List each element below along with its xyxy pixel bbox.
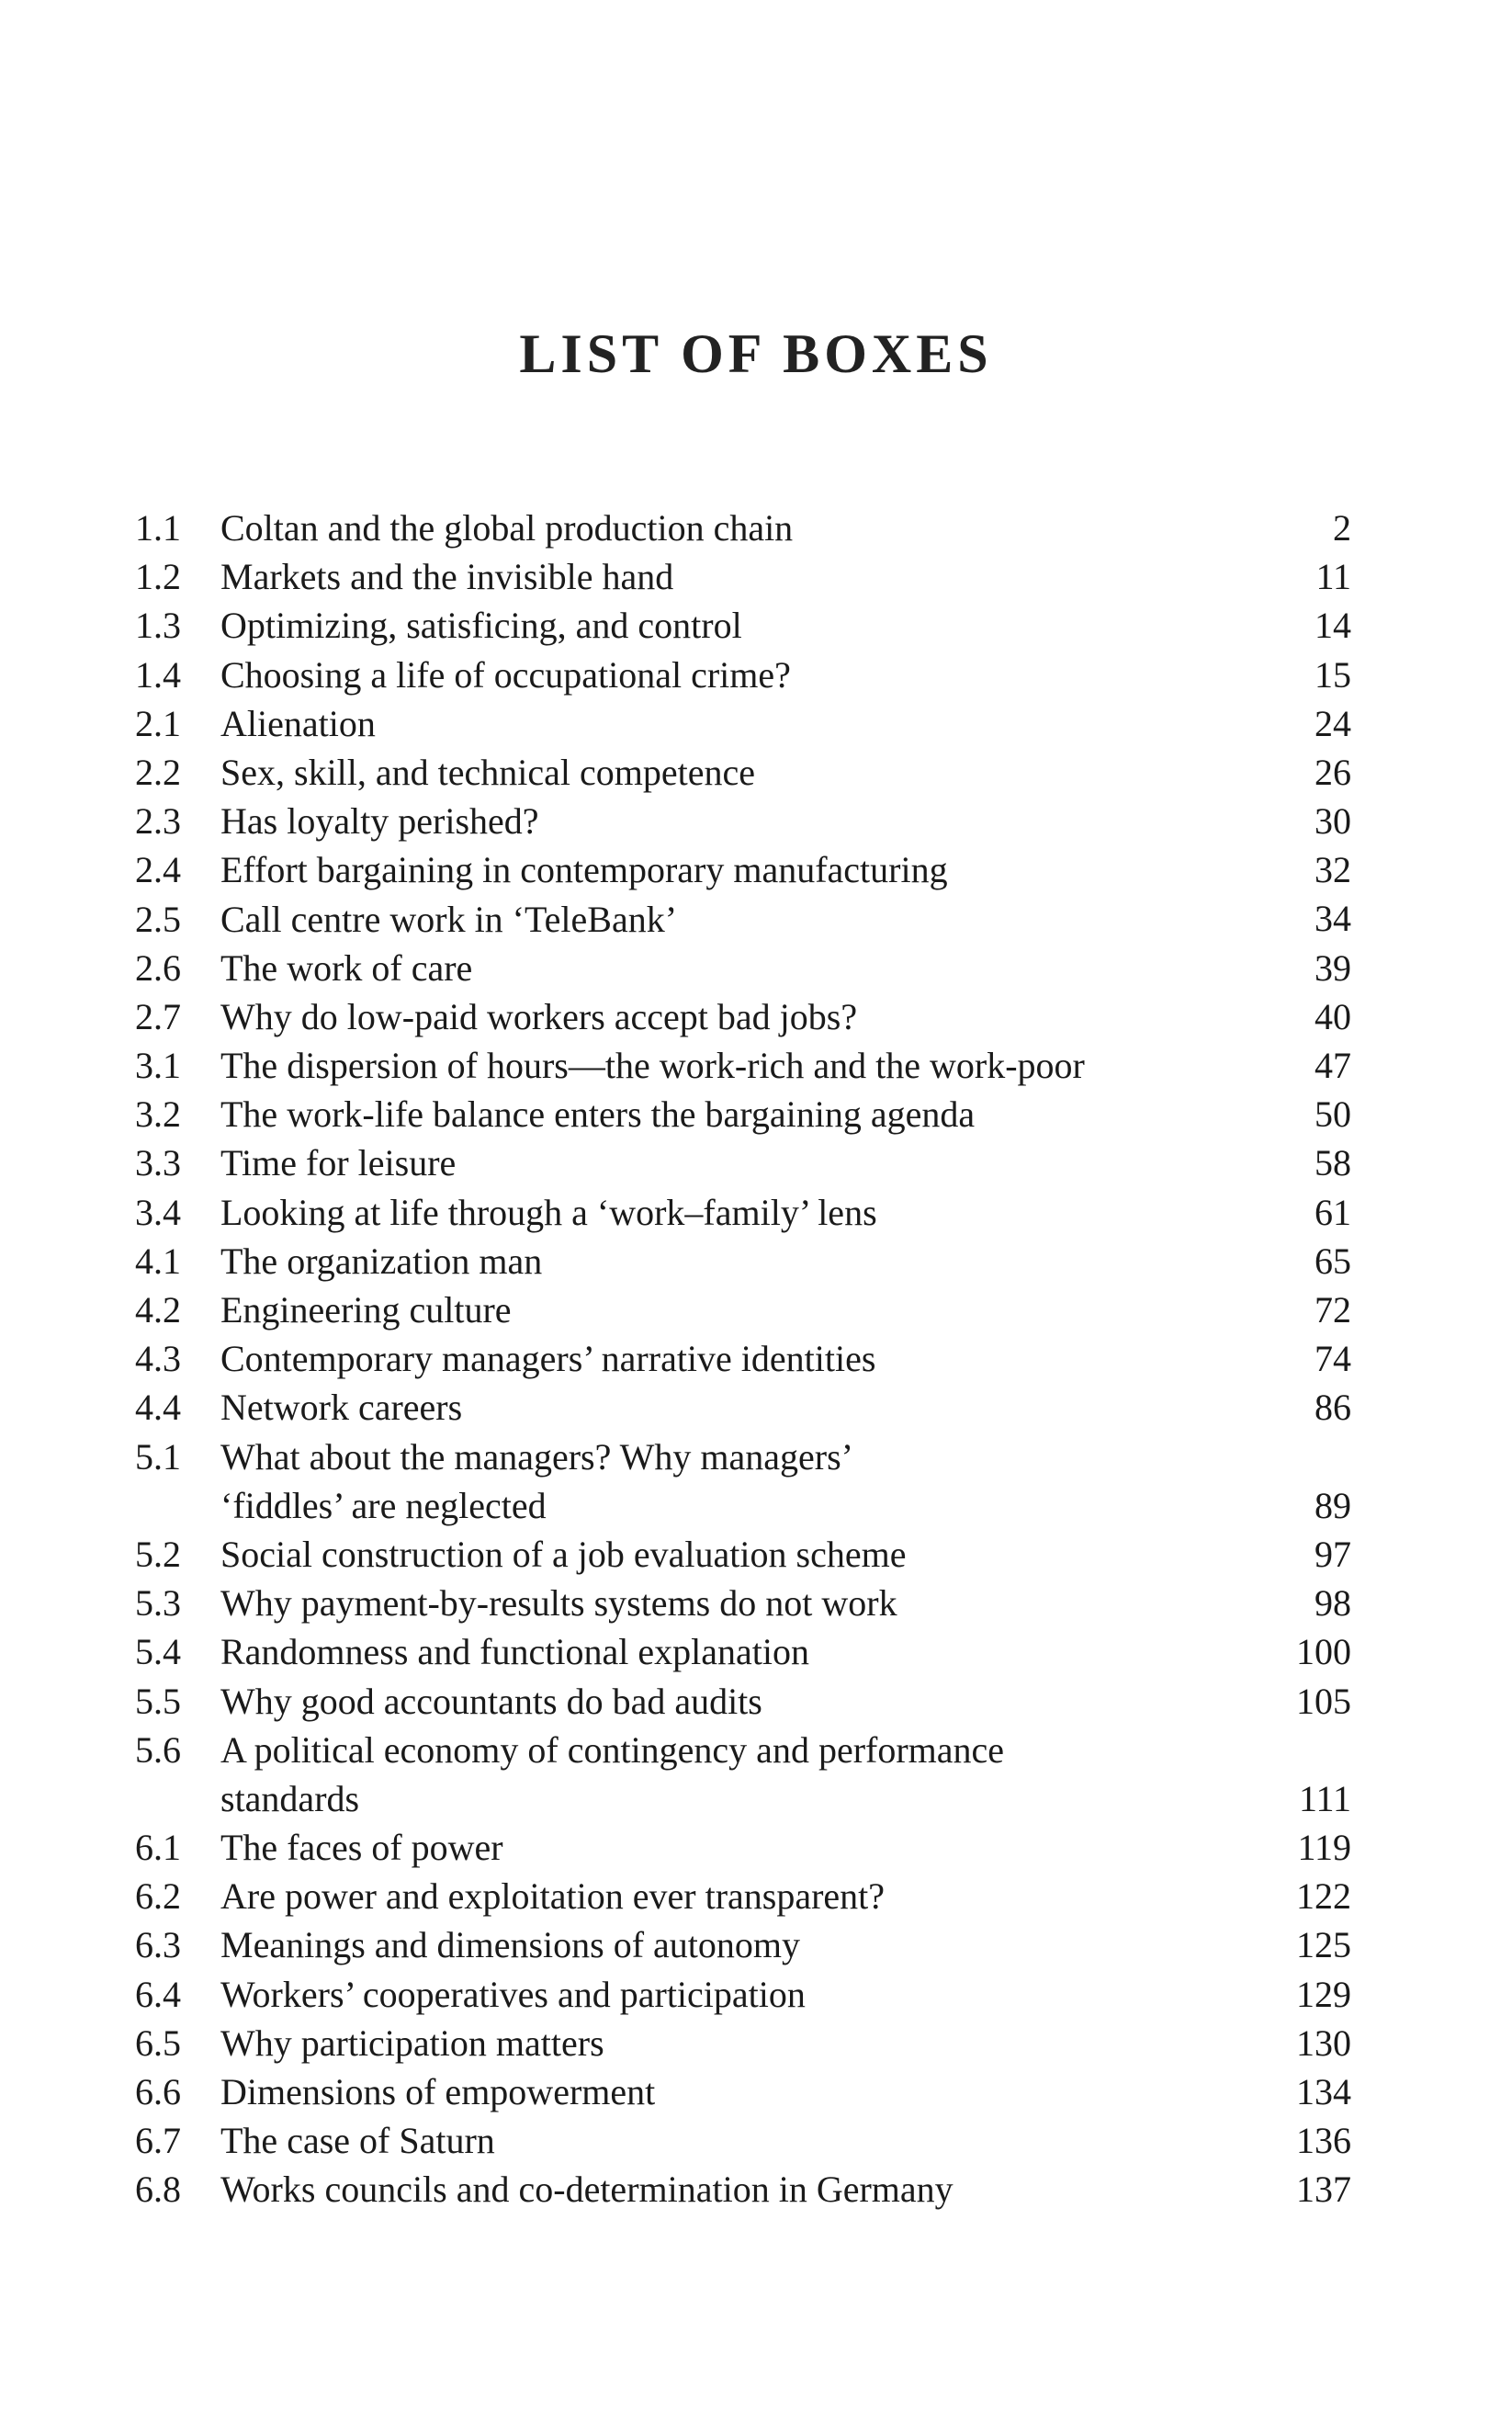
box-page-number: 30	[1315, 800, 1351, 843]
box-title	[220, 1677, 1286, 1726]
box-page-number: 100	[1296, 1631, 1351, 1673]
box-title	[220, 1970, 1286, 2019]
box-number: 6.7	[135, 2120, 181, 2162]
box-entry	[0, 1823, 1512, 1872]
box-title	[220, 1920, 1286, 1969]
box-number: 5.6	[135, 1728, 181, 1771]
box-entry	[0, 2165, 1512, 2214]
box-title-line: Contemporary managers’ narrative identities	[220, 1338, 876, 1380]
box-number: 1.3	[135, 605, 181, 647]
box-number: 6.4	[135, 1973, 181, 2015]
box-page-number: 125	[1296, 1924, 1351, 1966]
box-entry	[0, 1090, 1512, 1138]
box-title	[220, 2165, 1286, 2214]
box-page-number: 26	[1315, 751, 1351, 793]
box-page-number: 40	[1315, 995, 1351, 1037]
box-entry	[0, 1041, 1512, 1090]
box-number: 4.4	[135, 1387, 181, 1429]
box-page-number: 34	[1315, 898, 1351, 940]
box-title-line: The faces of power	[220, 1827, 503, 1869]
box-title-line: Time for leisure	[220, 1142, 457, 1184]
box-page-number: 97	[1315, 1533, 1351, 1575]
box-number: 2.2	[135, 751, 181, 793]
box-title	[220, 1237, 1286, 1285]
box-title-line: Works councils and co-determination in Germany	[220, 2169, 953, 2211]
box-title-line: Engineering culture	[220, 1289, 512, 1331]
box-number: 4.1	[135, 1240, 181, 1282]
box-number: 1.4	[135, 653, 181, 696]
box-title	[220, 651, 1286, 699]
box-title-line: Social construction of a job evaluation scheme	[220, 1533, 907, 1575]
box-entry	[0, 2019, 1512, 2067]
box-title	[220, 1872, 1286, 1920]
box-page-number: 47	[1315, 1045, 1351, 1087]
box-number: 2.7	[135, 995, 181, 1037]
box-number: 1.2	[135, 556, 181, 598]
box-title	[220, 699, 1286, 748]
box-title	[220, 1432, 1286, 1530]
box-title	[220, 2019, 1286, 2067]
box-title	[220, 992, 1286, 1041]
box-entry	[0, 1627, 1512, 1676]
box-title-line: Call centre work in ‘TeleBank’	[220, 898, 678, 940]
box-title-line: Why payment-by-results systems do not work	[220, 1582, 897, 1625]
box-entry	[0, 1677, 1512, 1726]
page-title: LIST OF BOXES	[519, 323, 993, 385]
box-number: 5.2	[135, 1533, 181, 1575]
box-entry	[0, 992, 1512, 1041]
box-title-line: Alienation	[220, 702, 376, 744]
box-entry	[0, 552, 1512, 601]
box-page-number: 130	[1296, 2021, 1351, 2064]
box-entry	[0, 1872, 1512, 1920]
box-title	[220, 1138, 1286, 1187]
box-number: 4.2	[135, 1289, 181, 1331]
box-title-line: Why participation matters	[220, 2021, 604, 2064]
box-title-line: Markets and the invisible hand	[220, 556, 674, 598]
box-title-line: Network careers	[220, 1387, 463, 1429]
box-number: 6.1	[135, 1827, 181, 1869]
box-entry	[0, 601, 1512, 650]
box-entry	[0, 504, 1512, 552]
box-title-line: Randomness and functional explanation	[220, 1631, 809, 1673]
box-page-number: 129	[1296, 1973, 1351, 2015]
box-title	[220, 895, 1286, 944]
box-title-line: Has loyalty perished?	[220, 800, 539, 843]
box-entry	[0, 1334, 1512, 1383]
box-number: 3.1	[135, 1045, 181, 1087]
box-number: 2.1	[135, 702, 181, 744]
box-title	[220, 504, 1286, 552]
box-title	[220, 552, 1286, 601]
box-page-number: 119	[1297, 1827, 1351, 1869]
box-title-line: What about the managers? Why managers’	[220, 1435, 853, 1478]
box-title-line: Effort bargaining in contemporary manufacturing	[220, 849, 948, 891]
box-title	[220, 845, 1286, 894]
box-entry	[0, 1432, 1512, 1530]
box-number: 6.5	[135, 2021, 181, 2064]
box-title-line: The organization man	[220, 1240, 543, 1282]
box-entry	[0, 748, 1512, 797]
box-page-number: 122	[1296, 1875, 1351, 1918]
box-entry	[0, 1383, 1512, 1432]
box-title-line: The dispersion of hours—the work-rich and the work-poor	[220, 1045, 1085, 1087]
box-entry	[0, 2067, 1512, 2116]
box-title	[220, 2116, 1286, 2165]
box-number: 3.3	[135, 1142, 181, 1184]
box-title	[220, 1041, 1286, 1090]
box-number: 6.8	[135, 2169, 181, 2211]
box-page-number: 65	[1315, 1240, 1351, 1282]
box-number: 2.6	[135, 946, 181, 989]
box-page-number: 111	[1298, 1777, 1351, 1819]
box-title	[220, 944, 1286, 992]
box-page-number: 134	[1296, 2071, 1351, 2113]
box-title-line: The case of Saturn	[220, 2120, 495, 2162]
box-title	[220, 1627, 1286, 1676]
box-number: 6.2	[135, 1875, 181, 1918]
box-page-number: 32	[1315, 849, 1351, 891]
box-entry	[0, 895, 1512, 944]
box-title	[220, 1579, 1286, 1627]
box-title-line: Workers’ cooperatives and participation	[220, 1973, 806, 2015]
box-number: 5.5	[135, 1680, 181, 1722]
box-page-number: 2	[1333, 506, 1351, 549]
box-number: 6.3	[135, 1924, 181, 1966]
box-entry	[0, 1285, 1512, 1334]
box-entry	[0, 1138, 1512, 1187]
box-page-number: 74	[1315, 1338, 1351, 1380]
box-page-number: 136	[1296, 2120, 1351, 2162]
box-entry	[0, 797, 1512, 845]
box-page-number: 137	[1296, 2169, 1351, 2211]
box-title	[220, 1285, 1286, 1334]
box-page-number: 98	[1315, 1582, 1351, 1625]
box-title-line: Choosing a life of occupational crime?	[220, 653, 791, 696]
box-title-line: Coltan and the global production chain	[220, 507, 794, 549]
box-title-line: The work-life balance enters the bargaining agenda	[220, 1093, 976, 1136]
box-entry	[0, 944, 1512, 992]
box-entry	[0, 1237, 1512, 1285]
box-title	[220, 1090, 1286, 1138]
box-entry	[0, 845, 1512, 894]
box-title-line: standards	[220, 1777, 360, 1819]
box-entry	[0, 2116, 1512, 2165]
box-page-number: 89	[1315, 1484, 1351, 1526]
box-number: 2.4	[135, 849, 181, 891]
box-number: 1.1	[135, 507, 181, 549]
box-page-number: 86	[1315, 1387, 1351, 1429]
box-entry	[0, 1920, 1512, 1969]
box-title	[220, 1823, 1286, 1872]
box-title	[220, 1726, 1286, 1823]
box-page-number: 39	[1315, 946, 1351, 989]
box-title-line: Meanings and dimensions of autonomy	[220, 1924, 801, 1966]
box-title	[220, 1530, 1286, 1579]
box-number: 2.3	[135, 800, 181, 843]
list-of-boxes	[0, 504, 1512, 2214]
box-number: 3.4	[135, 1191, 181, 1233]
box-title-line: Sex, skill, and technical competence	[220, 751, 756, 793]
box-entry	[0, 699, 1512, 748]
box-page-number: 11	[1315, 556, 1351, 598]
box-title-line: ‘fiddles’ are neglected	[220, 1484, 547, 1526]
box-page-number: 14	[1315, 605, 1351, 647]
box-number: 5.4	[135, 1631, 181, 1673]
box-title	[220, 748, 1286, 797]
box-title-line: Are power and exploitation ever transparent?	[220, 1875, 886, 1918]
box-page-number: 24	[1315, 702, 1351, 744]
box-page-number: 50	[1315, 1093, 1351, 1136]
box-entry	[0, 1188, 1512, 1237]
box-entry	[0, 1970, 1512, 2019]
box-number: 3.2	[135, 1093, 181, 1136]
box-title	[220, 797, 1286, 845]
box-title-line: Looking at life through a ‘work–family’ lens	[220, 1191, 877, 1233]
box-title	[220, 1383, 1286, 1432]
box-page-number: 105	[1296, 1680, 1351, 1722]
box-entry	[0, 1579, 1512, 1627]
box-number: 5.1	[135, 1435, 181, 1478]
box-title	[220, 1188, 1286, 1237]
box-page-number: 15	[1315, 653, 1351, 696]
box-entry	[0, 1530, 1512, 1579]
box-title-line: A political economy of contingency and performance	[220, 1728, 1005, 1771]
box-number: 5.3	[135, 1582, 181, 1625]
box-title-line: The work of care	[220, 946, 473, 989]
box-entry	[0, 651, 1512, 699]
box-title-line: Why do low-paid workers accept bad jobs?	[220, 995, 858, 1037]
box-title-line: Why good accountants do bad audits	[220, 1680, 762, 1722]
box-number: 6.6	[135, 2071, 181, 2113]
box-title	[220, 2067, 1286, 2116]
box-title-line: Dimensions of empowerment	[220, 2071, 656, 2113]
box-title-line: Optimizing, satisficing, and control	[220, 605, 742, 647]
box-page-number: 58	[1315, 1142, 1351, 1184]
box-page-number: 72	[1315, 1288, 1351, 1331]
box-page-number: 61	[1315, 1191, 1351, 1233]
box-title	[220, 1334, 1286, 1383]
box-title	[220, 601, 1286, 650]
box-entry	[0, 1726, 1512, 1823]
box-number: 2.5	[135, 898, 181, 940]
box-number: 4.3	[135, 1338, 181, 1380]
